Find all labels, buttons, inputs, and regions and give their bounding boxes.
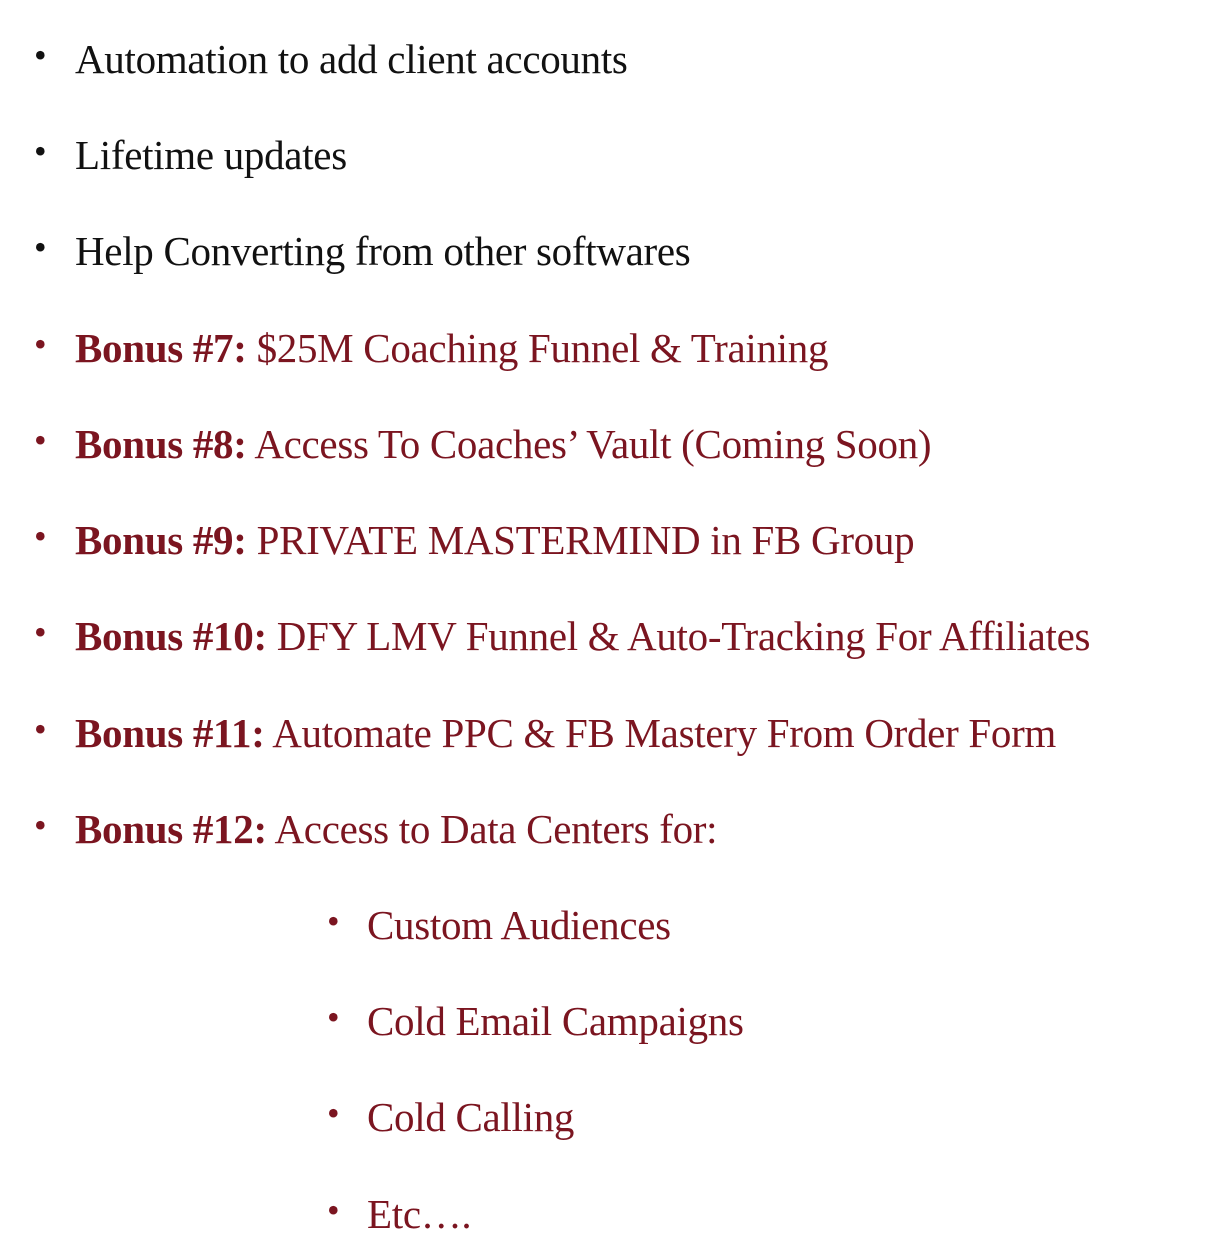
bonus-entry	[75, 318, 828, 378]
bullet-icon: •	[327, 901, 340, 941]
bullet-icon: •	[327, 1190, 340, 1230]
bonus-label: Bonus #9:	[75, 517, 247, 563]
list-item	[0, 991, 1208, 1051]
bonus-label: Bonus #10:	[75, 613, 267, 659]
bonus-entry	[75, 606, 1090, 666]
bonus-entry	[75, 510, 914, 570]
bonus-text: DFY LMV Funnel & Auto-Tracking For Affiliates	[266, 613, 1091, 659]
list-item	[0, 895, 1208, 955]
feature-text: Automation to add client accounts	[75, 36, 628, 82]
bullet-icon: •	[34, 227, 47, 267]
list-item	[0, 510, 1208, 570]
data-center-text: Custom Audiences	[367, 902, 671, 948]
list-item	[0, 703, 1208, 763]
list-item	[0, 1184, 1208, 1244]
feature-text: Lifetime updates	[75, 132, 347, 178]
bonus-text: PRIVATE MASTERMIND in FB Group	[246, 517, 915, 563]
list-item	[0, 125, 1208, 185]
bullet-icon: •	[34, 131, 47, 171]
data-center-text: Etc….	[367, 1191, 472, 1237]
list-item	[0, 606, 1208, 666]
bonus-text: Automate PPC & FB Mastery From Order Form	[264, 710, 1057, 756]
bonus-label: Bonus #7:	[75, 325, 247, 371]
data-center-text: Cold Email Campaigns	[367, 998, 744, 1044]
list-item	[0, 414, 1208, 474]
bullet-icon: •	[327, 1093, 340, 1133]
feature-text: Help Converting from other softwares	[75, 228, 691, 274]
bonus-label: Bonus #8:	[75, 421, 247, 467]
bonus-label: Bonus #12:	[75, 806, 267, 852]
bullet-icon: •	[34, 612, 47, 652]
bonus-entry	[75, 414, 931, 474]
list-item	[0, 1087, 1208, 1147]
bullet-icon: •	[34, 516, 47, 556]
bonus-label: Bonus #11:	[75, 710, 265, 756]
bullet-icon: •	[34, 324, 47, 364]
bonus-text: Access to Data Centers for:	[266, 806, 718, 852]
bonus-text: Access To Coaches’ Vault (Coming Soon)	[246, 421, 932, 467]
bullet-icon: •	[34, 35, 47, 75]
bullet-icon: •	[327, 997, 340, 1037]
list-item	[0, 29, 1208, 89]
bonus-entry	[75, 703, 1056, 763]
bonus-entry	[75, 799, 717, 859]
list-item	[0, 221, 1208, 281]
data-center-text: Cold Calling	[367, 1094, 575, 1140]
bullet-icon: •	[34, 420, 47, 460]
bullet-icon: •	[34, 709, 47, 749]
bonus-text: $25M Coaching Funnel & Training	[246, 325, 829, 371]
bullet-icon: •	[34, 805, 47, 845]
list-item	[0, 318, 1208, 378]
list-item	[0, 799, 1208, 859]
